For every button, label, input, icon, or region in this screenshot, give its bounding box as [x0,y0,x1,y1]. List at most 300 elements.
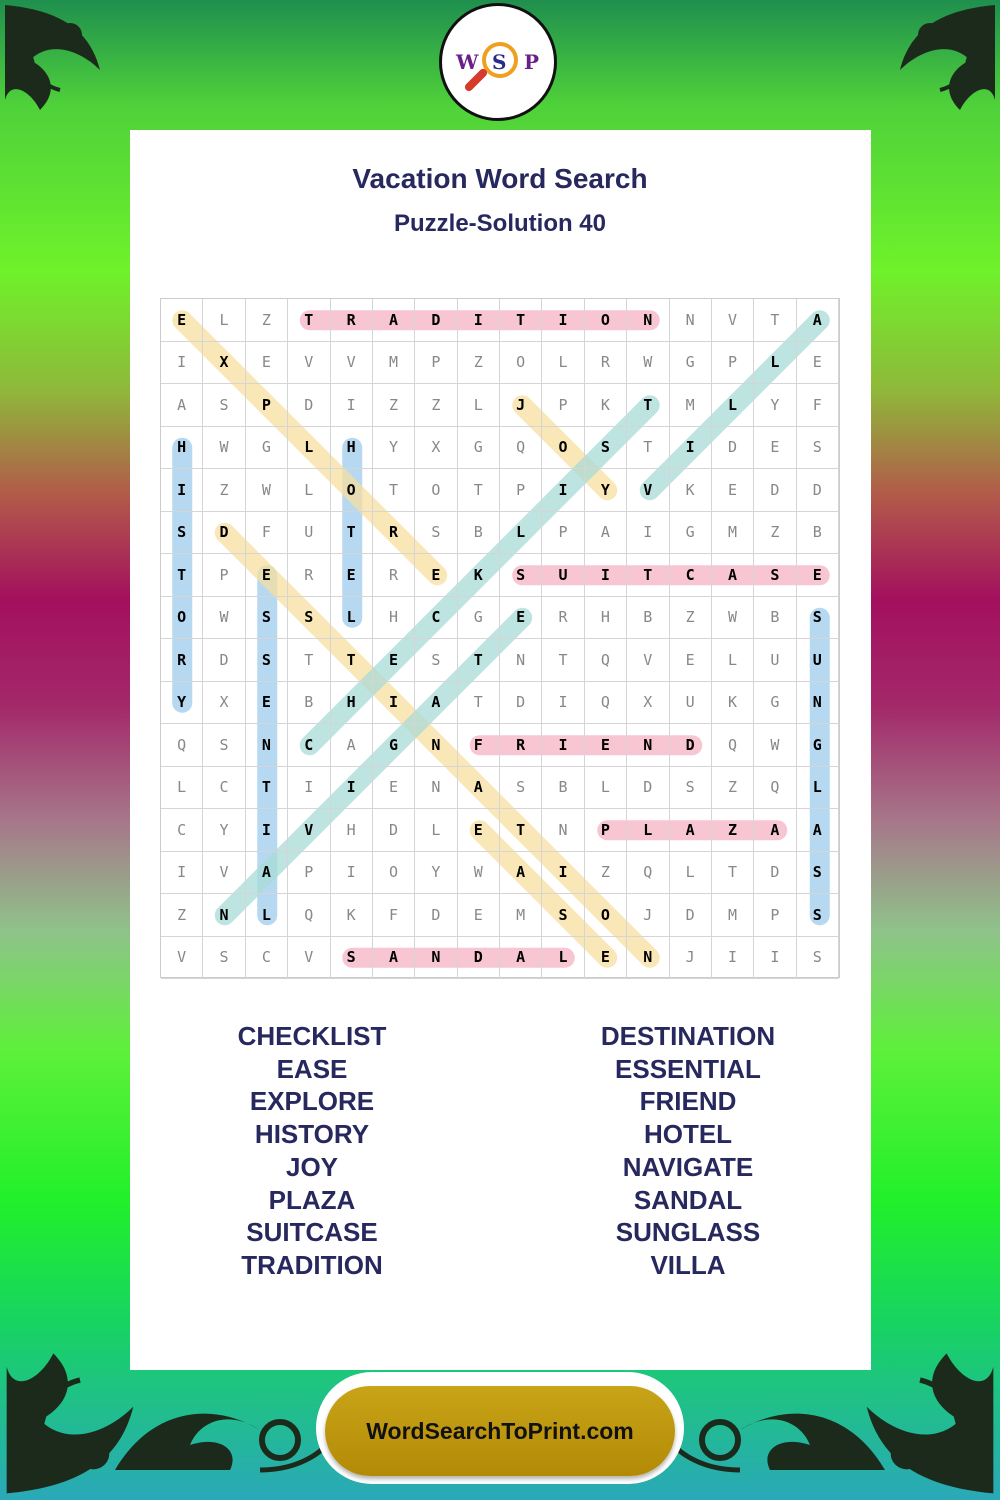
grid-cell[interactable]: U [542,554,584,597]
grid-cell[interactable]: L [203,299,245,342]
grid-cell[interactable]: I [246,809,288,852]
grid-cell[interactable]: C [288,724,330,767]
grid-cell[interactable]: Q [585,639,627,682]
grid-cell[interactable]: T [627,554,669,597]
grid-cell[interactable]: T [373,469,415,512]
grid-cell[interactable]: Z [246,299,288,342]
grid-cell[interactable]: O [161,597,203,640]
grid-cell[interactable]: E [161,299,203,342]
grid-cell[interactable]: A [331,724,373,767]
grid-cell[interactable]: L [585,767,627,810]
grid-cell[interactable]: S [203,724,245,767]
grid-cell[interactable]: C [246,937,288,980]
grid-cell[interactable]: B [288,682,330,725]
grid-cell[interactable]: A [500,852,542,895]
grid-row [161,724,839,767]
grid-cell[interactable]: T [627,384,669,427]
grid-cell[interactable]: H [331,809,373,852]
grid-row [161,427,839,470]
word-list-item: FRIEND [639,1086,737,1117]
grid-cell[interactable]: V [712,299,754,342]
grid-cell[interactable]: I [754,937,796,980]
grid-row [161,554,839,597]
word-list-item: SUITCASE [246,1217,378,1248]
grid-cell[interactable]: O [373,852,415,895]
grid-row [161,597,839,640]
word-list-right [538,1020,838,1282]
grid-cell[interactable]: I [585,554,627,597]
grid-cell[interactable]: T [458,639,500,682]
grid-cell[interactable]: Y [754,384,796,427]
grid-cell[interactable]: H [161,427,203,470]
grid-cell[interactable]: N [500,639,542,682]
grid-cell[interactable]: V [288,809,330,852]
grid-cell[interactable]: L [542,937,584,980]
grid-cell[interactable]: E [500,597,542,640]
grid-cell[interactable]: U [670,682,712,725]
grid-cell[interactable]: E [797,342,839,385]
grid-cell[interactable]: Q [161,724,203,767]
grid-cell[interactable]: M [712,512,754,555]
grid-cell[interactable]: N [542,809,584,852]
grid-cell[interactable]: T [458,469,500,512]
grid-cell[interactable]: P [542,384,584,427]
word-list-item: ESSENTIAL [615,1053,761,1084]
word-list-item: PLAZA [268,1184,356,1215]
grid-cell[interactable]: I [373,682,415,725]
grid-row [161,299,839,342]
grid-cell[interactable]: X [627,682,669,725]
grid-cell[interactable]: D [458,937,500,980]
grid-cell[interactable]: F [373,894,415,937]
grid-cell[interactable]: G [754,682,796,725]
grid-cell[interactable]: O [415,469,457,512]
logo-letter-w: W [456,50,479,74]
grid-cell[interactable]: L [288,469,330,512]
grid-cell[interactable]: D [712,427,754,470]
grid-cell[interactable]: I [542,469,584,512]
grid-cell[interactable]: O [585,894,627,937]
grid-cell[interactable]: T [331,512,373,555]
grid-cell[interactable]: S [797,597,839,640]
grid-cell[interactable]: L [288,427,330,470]
grid-cell[interactable]: B [797,512,839,555]
grid-cell[interactable]: O [585,299,627,342]
grid-cell[interactable]: J [627,894,669,937]
grid-cell[interactable]: I [161,342,203,385]
grid-cell[interactable]: N [415,767,457,810]
grid-cell[interactable]: Z [670,597,712,640]
grid-cell[interactable]: Y [373,427,415,470]
grid-cell[interactable]: L [712,384,754,427]
grid-cells [161,299,839,979]
grid-cell[interactable]: V [288,937,330,980]
grid-cell[interactable]: L [670,852,712,895]
grid-cell[interactable]: E [585,724,627,767]
grid-cell[interactable]: M [670,384,712,427]
grid-cell[interactable]: R [161,639,203,682]
grid-row [161,852,839,895]
grid-cell[interactable]: E [246,554,288,597]
grid-cell[interactable]: Q [754,767,796,810]
grid-cell[interactable]: A [246,852,288,895]
grid-row [161,469,839,512]
grid-cell[interactable]: E [415,554,457,597]
grid-cell[interactable]: B [754,597,796,640]
grid-cell[interactable]: Y [161,682,203,725]
grid-cell[interactable]: Z [203,469,245,512]
grid-row [161,342,839,385]
grid-cell[interactable]: S [500,767,542,810]
grid-cell[interactable]: A [754,809,796,852]
grid-cell[interactable]: Y [203,809,245,852]
grid-cell[interactable]: E [246,342,288,385]
grid-cell[interactable]: T [712,852,754,895]
grid-cell[interactable]: C [161,809,203,852]
grid-cell[interactable]: P [415,342,457,385]
grid-cell[interactable]: K [712,682,754,725]
grid-cell[interactable]: W [458,852,500,895]
grid-cell[interactable]: S [542,894,584,937]
grid-cell[interactable]: R [585,342,627,385]
grid-cell[interactable]: Q [288,894,330,937]
grid-cell[interactable]: D [797,469,839,512]
grid-cell[interactable]: U [797,639,839,682]
grid-cell[interactable]: N [627,724,669,767]
ornament-top-left-icon [0,0,150,150]
grid-cell[interactable]: S [500,554,542,597]
word-list-item: HOTEL [643,1119,733,1150]
word-list-item: JOY [285,1151,339,1182]
grid-cell[interactable]: B [458,512,500,555]
site-link-button[interactable]: WordSearchToPrint.com [325,1386,675,1476]
grid-cell[interactable]: R [288,554,330,597]
grid-cell[interactable]: A [373,937,415,980]
grid-cell[interactable]: N [415,724,457,767]
page-title: Vacation Word Search [352,163,648,194]
wsp-logo[interactable] [439,3,557,121]
grid-cell[interactable]: D [373,809,415,852]
grid-cell[interactable]: W [246,469,288,512]
grid-cell[interactable]: D [754,469,796,512]
grid-cell[interactable]: N [797,682,839,725]
grid-cell[interactable]: E [458,809,500,852]
grid-cell[interactable]: S [161,512,203,555]
word-list-item: DESTINATION [600,1021,776,1051]
grid-cell[interactable]: M [373,342,415,385]
grid-cell[interactable]: L [458,384,500,427]
grid-cell[interactable]: N [627,937,669,980]
grid-cell[interactable]: L [754,342,796,385]
grid-cell[interactable]: A [161,384,203,427]
grid-cell[interactable]: T [246,767,288,810]
grid-cell[interactable]: U [288,512,330,555]
word-list-item: EXPLORE [249,1086,375,1117]
grid-cell[interactable]: T [288,299,330,342]
grid-cell[interactable]: P [712,342,754,385]
grid-cell[interactable]: P [203,554,245,597]
grid-cell[interactable]: T [331,639,373,682]
grid-cell[interactable]: O [542,427,584,470]
grid-cell[interactable]: P [754,894,796,937]
grid-cell[interactable]: P [585,809,627,852]
grid-cell[interactable]: G [670,342,712,385]
grid-cell[interactable]: S [797,427,839,470]
grid-cell[interactable]: D [288,384,330,427]
word-list-left [162,1020,462,1282]
grid-cell[interactable]: E [585,937,627,980]
grid-cell[interactable]: Q [500,427,542,470]
ornament-top-right-icon [850,0,1000,150]
grid-cell[interactable]: L [246,894,288,937]
grid-cell[interactable]: B [542,767,584,810]
grid-cell[interactable]: N [246,724,288,767]
grid-cell[interactable]: Q [585,682,627,725]
grid-cell[interactable]: M [500,894,542,937]
grid-row [161,767,839,810]
grid-cell[interactable]: E [373,767,415,810]
grid-cell[interactable]: I [712,937,754,980]
grid-cell[interactable]: K [458,554,500,597]
grid-cell[interactable]: S [797,937,839,980]
grid-cell[interactable]: I [542,724,584,767]
grid-cell[interactable]: Q [627,852,669,895]
grid-cell[interactable]: H [331,427,373,470]
grid-cell[interactable]: X [203,342,245,385]
grid-cell[interactable]: Z [754,512,796,555]
grid-cell[interactable]: E [712,469,754,512]
grid-cell[interactable]: W [203,427,245,470]
grid-cell[interactable]: X [415,427,457,470]
grid-cell[interactable]: L [712,639,754,682]
grid-cell[interactable]: F [797,384,839,427]
grid-cell[interactable]: E [797,554,839,597]
grid-cell[interactable]: I [542,852,584,895]
grid-cell[interactable]: W [754,724,796,767]
grid-cell[interactable]: F [458,724,500,767]
grid-cell[interactable]: S [246,597,288,640]
word-list-item: SANDAL [633,1184,743,1215]
grid-cell[interactable]: L [627,809,669,852]
grid-cell[interactable]: R [373,554,415,597]
grid-cell[interactable]: Z [458,342,500,385]
grid-cell[interactable]: F [246,512,288,555]
grid-cell[interactable]: I [670,427,712,470]
grid-cell[interactable]: W [712,597,754,640]
grid-cell[interactable]: V [161,937,203,980]
grid-cell[interactable]: T [500,809,542,852]
grid-cell[interactable]: G [458,597,500,640]
grid-cell[interactable]: T [542,639,584,682]
grid-cell[interactable]: L [415,809,457,852]
grid-cell[interactable]: S [754,554,796,597]
grid-cell[interactable]: I [542,299,584,342]
grid-cell[interactable]: A [500,937,542,980]
logo-letter-s: S [492,50,507,74]
grid-cell[interactable]: V [203,852,245,895]
grid-cell[interactable]: N [415,937,457,980]
grid-cell[interactable]: D [627,767,669,810]
grid-cell[interactable]: T [288,639,330,682]
grid-cell[interactable]: T [458,682,500,725]
grid-cell[interactable]: N [627,299,669,342]
grid-cell[interactable]: S [415,512,457,555]
grid-cell[interactable]: V [331,342,373,385]
grid-cell[interactable]: L [797,767,839,810]
grid-cell[interactable]: I [331,852,373,895]
grid-cell[interactable]: A [670,809,712,852]
grid-cell[interactable]: P [542,512,584,555]
grid-cell[interactable]: N [203,894,245,937]
grid-cell[interactable]: H [331,682,373,725]
grid-cell[interactable]: S [203,937,245,980]
grid-row [161,639,839,682]
logo-letter-p: P [524,50,540,74]
grid-cell[interactable]: K [670,469,712,512]
grid-cell[interactable]: B [627,597,669,640]
grid-cell[interactable]: R [331,299,373,342]
grid-cell[interactable]: S [288,597,330,640]
grid-cell[interactable]: L [161,767,203,810]
grid-cell[interactable]: V [627,639,669,682]
grid-cell[interactable]: I [331,767,373,810]
grid-cell[interactable]: Z [161,894,203,937]
grid-cell[interactable]: P [500,469,542,512]
grid-cell[interactable]: P [246,384,288,427]
grid-row [161,937,839,980]
grid-cell[interactable]: A [458,767,500,810]
grid-cell[interactable]: E [373,639,415,682]
grid-cell[interactable]: L [500,512,542,555]
grid-cell[interactable]: E [246,682,288,725]
grid-cell[interactable]: C [670,554,712,597]
grid-cell[interactable]: Z [585,852,627,895]
word-list-item: TRADITION [241,1249,383,1280]
grid-cell[interactable]: T [161,554,203,597]
grid-cell[interactable]: J [670,937,712,980]
grid-cell[interactable]: S [331,937,373,980]
grid-row [161,809,839,852]
word-list-item: VILLA [650,1249,726,1280]
grid-cell[interactable]: I [627,512,669,555]
grid-cell[interactable]: S [797,852,839,895]
word-list-item: CHECKLIST [237,1021,387,1051]
grid-cell[interactable]: V [627,469,669,512]
grid-cell[interactable]: G [373,724,415,767]
grid-cell[interactable]: I [161,469,203,512]
grid-cell[interactable]: A [797,299,839,342]
grid-cell[interactable]: S [246,639,288,682]
grid-cell[interactable]: H [373,597,415,640]
grid-cell[interactable]: L [331,597,373,640]
grid-cell[interactable]: O [331,469,373,512]
grid-cell[interactable]: T [627,427,669,470]
grid-cell[interactable]: W [203,597,245,640]
grid-cell[interactable]: E [458,894,500,937]
grid-cell[interactable]: J [500,384,542,427]
grid-cell[interactable]: Z [373,384,415,427]
grid-cell[interactable]: D [754,852,796,895]
grid-cell[interactable]: C [203,767,245,810]
grid-cell[interactable]: U [754,639,796,682]
grid-row [161,894,839,937]
grid-cell[interactable]: M [712,894,754,937]
page-subtitle: Puzzle-Solution 40 [393,210,606,237]
grid-cell[interactable]: P [288,852,330,895]
grid-cell[interactable]: A [373,299,415,342]
grid-cell[interactable]: D [500,682,542,725]
grid-cell[interactable]: R [373,512,415,555]
grid-cell[interactable]: K [331,894,373,937]
grid-cell[interactable]: V [288,342,330,385]
grid-cell[interactable]: G [458,427,500,470]
word-search-grid[interactable] [160,298,840,978]
grid-cell[interactable]: H [585,597,627,640]
grid-cell[interactable]: A [797,809,839,852]
grid-cell[interactable]: S [415,639,457,682]
grid-cell[interactable]: Z [712,767,754,810]
grid-cell[interactable]: I [161,852,203,895]
grid-cell[interactable]: Y [585,469,627,512]
grid-cell[interactable]: E [331,554,373,597]
grid-cell[interactable]: E [754,427,796,470]
grid-cell[interactable]: L [542,342,584,385]
word-list-item: HISTORY [254,1119,370,1150]
grid-cell[interactable]: I [542,682,584,725]
grid-cell[interactable]: D [670,724,712,767]
grid-cell[interactable]: G [797,724,839,767]
grid-cell[interactable]: S [585,427,627,470]
grid-cell[interactable]: D [203,639,245,682]
grid-cell[interactable]: Z [712,809,754,852]
word-list-item: EASE [276,1053,348,1084]
grid-cell[interactable]: S [203,384,245,427]
grid-cell[interactable]: G [670,512,712,555]
grid-cell[interactable]: A [415,682,457,725]
grid-cell[interactable]: Z [415,384,457,427]
grid-cell[interactable]: C [415,597,457,640]
grid-cell[interactable]: A [712,554,754,597]
grid-cell[interactable]: I [288,767,330,810]
grid-cell[interactable]: D [670,894,712,937]
grid-cell[interactable]: A [585,512,627,555]
grid-cell[interactable]: W [627,342,669,385]
grid-cell[interactable]: X [203,682,245,725]
grid-cell[interactable]: R [542,597,584,640]
grid-cell[interactable]: S [797,894,839,937]
grid-row [161,384,839,427]
grid-cell[interactable]: G [246,427,288,470]
grid-row [161,512,839,555]
grid-cell[interactable]: E [670,639,712,682]
grid-cell[interactable]: T [754,299,796,342]
grid-cell[interactable]: D [415,894,457,937]
grid-cell[interactable]: I [331,384,373,427]
grid-cell[interactable]: O [500,342,542,385]
grid-cell[interactable]: Q [712,724,754,767]
grid-cell[interactable]: D [203,512,245,555]
grid-row [161,682,839,725]
grid-cell[interactable]: I [458,299,500,342]
grid-cell[interactable]: K [585,384,627,427]
grid-cell[interactable]: R [500,724,542,767]
grid-cell[interactable]: S [670,767,712,810]
grid-cell[interactable]: D [415,299,457,342]
grid-cell[interactable]: N [670,299,712,342]
grid-cell[interactable]: Y [415,852,457,895]
word-list-item: NAVIGATE [622,1151,754,1182]
grid-cell[interactable]: T [500,299,542,342]
